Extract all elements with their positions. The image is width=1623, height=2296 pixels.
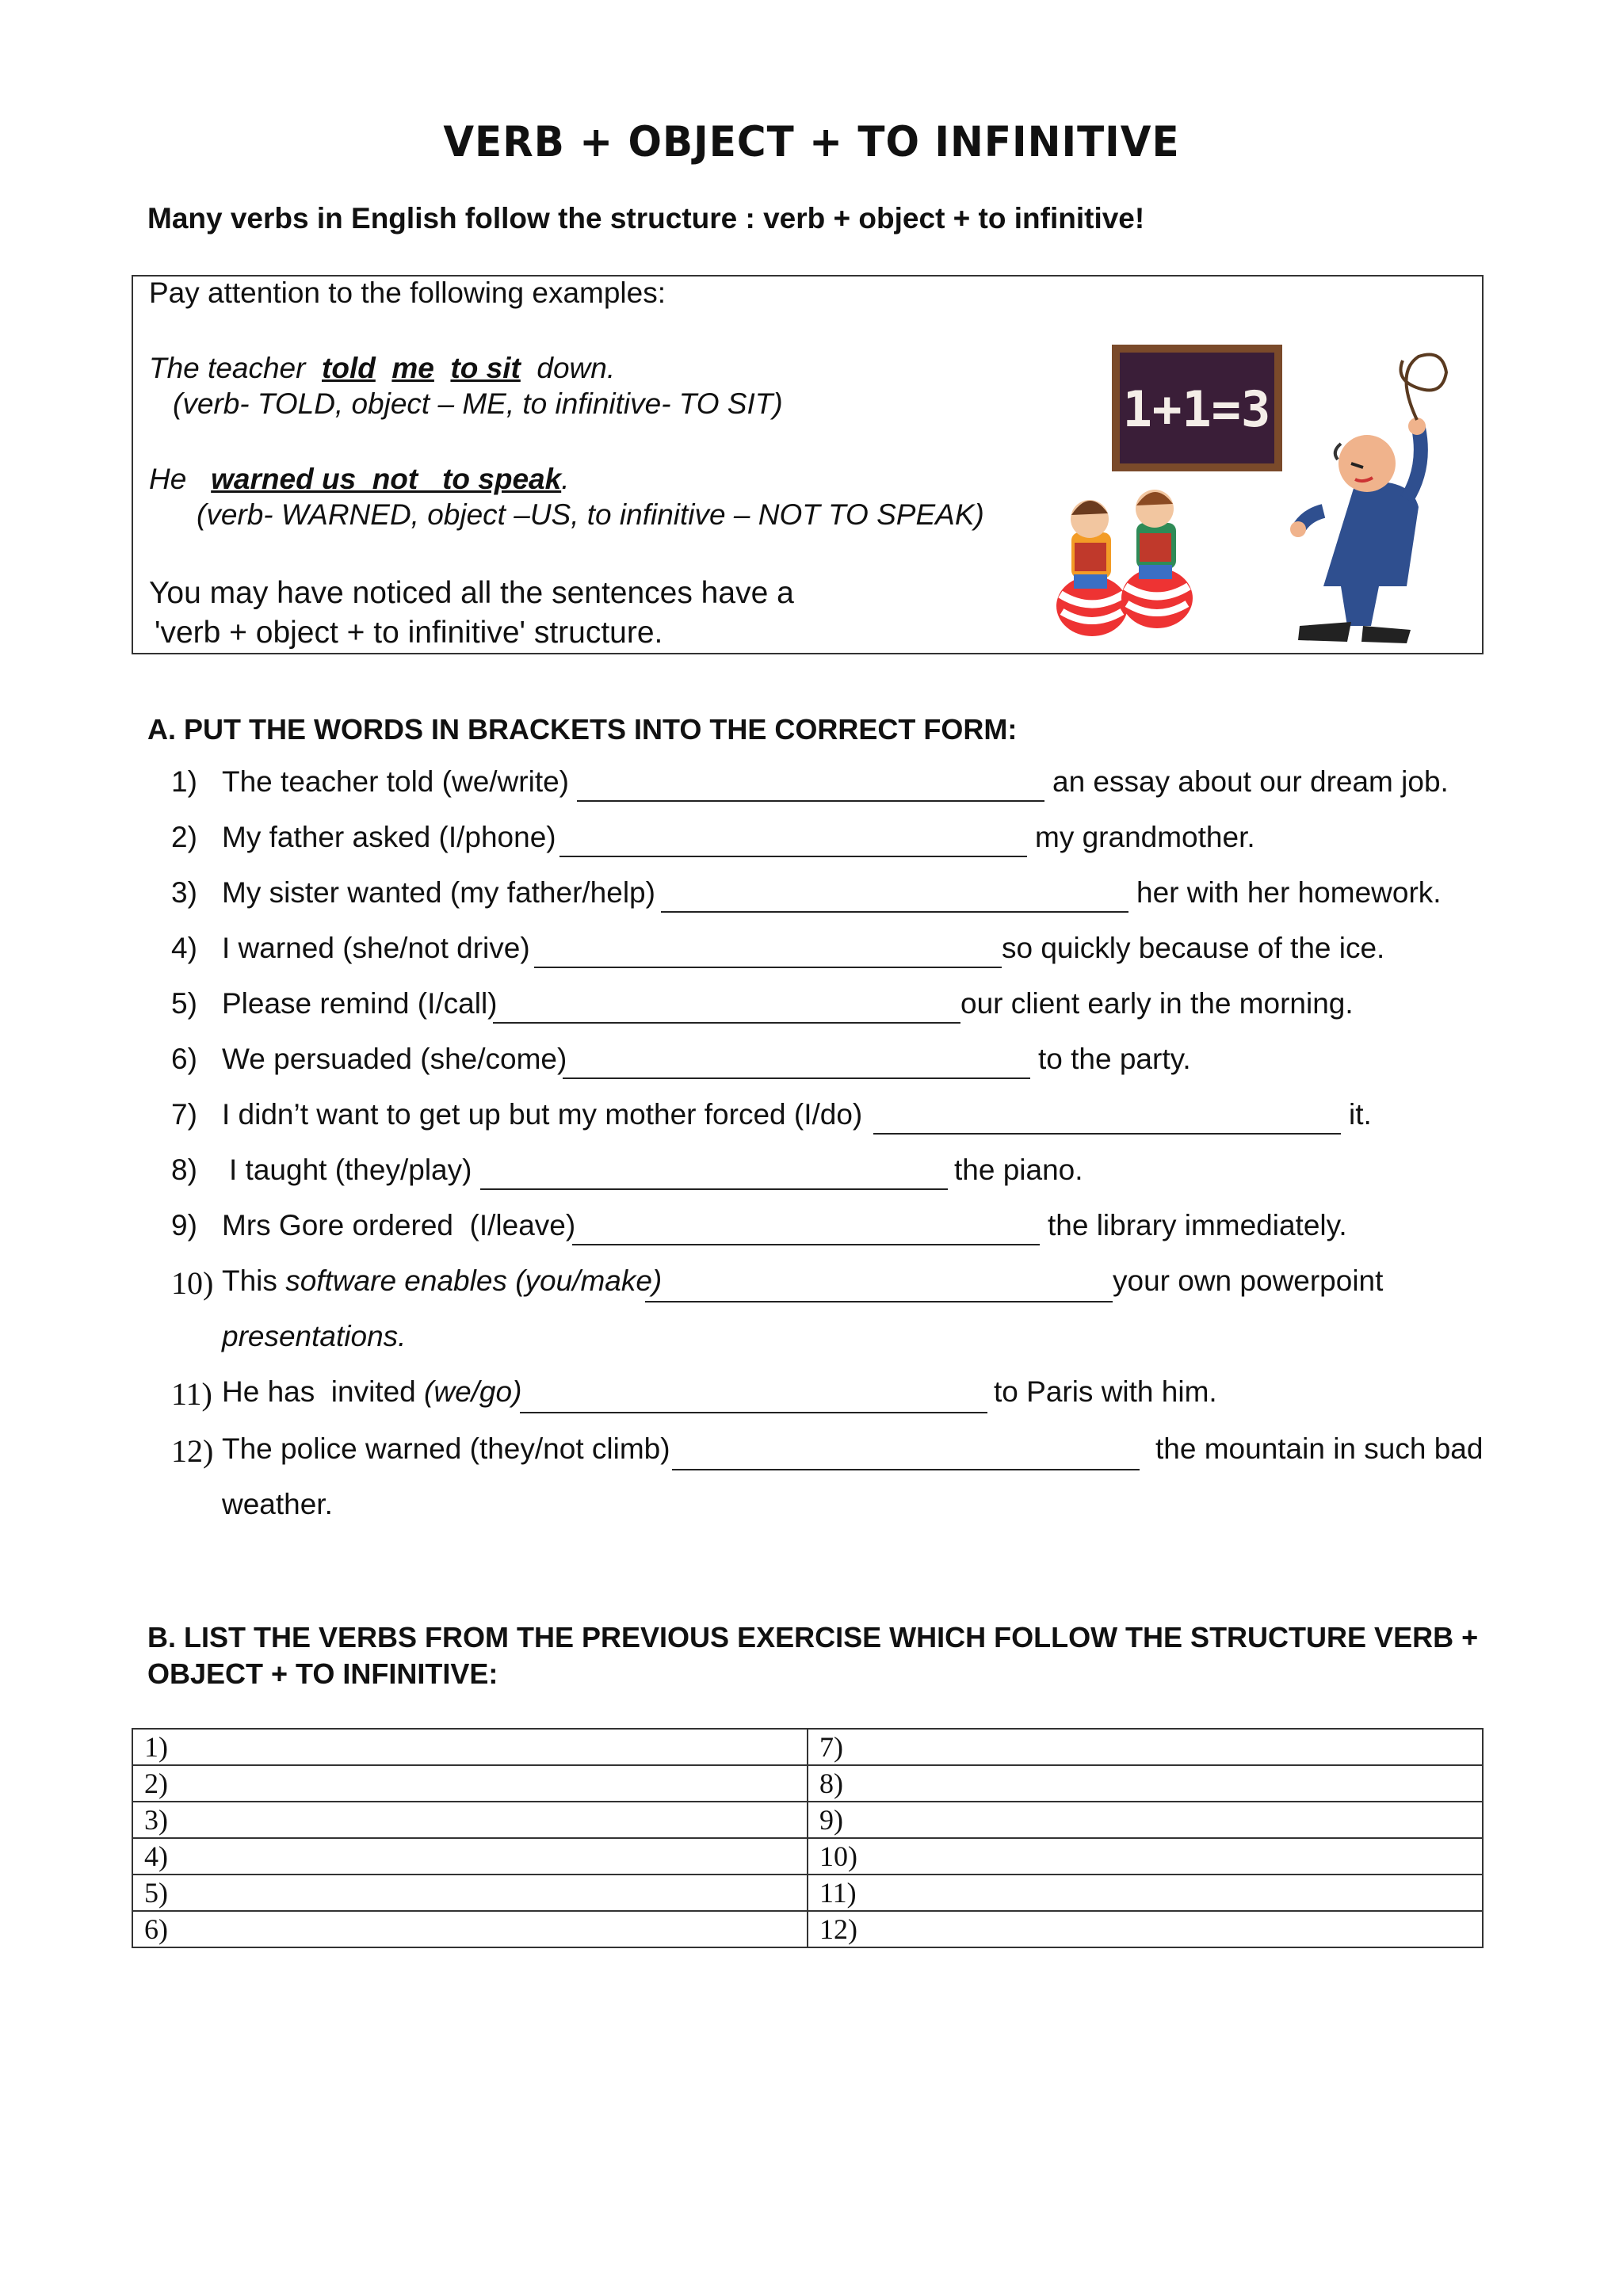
item-continuation: to the party. (1038, 1043, 1191, 1075)
answer-blank[interactable] (534, 967, 1002, 968)
item-prompt: I taught (they/play) (229, 1154, 472, 1186)
student-right-icon (1121, 490, 1193, 628)
exercise-item-6 (0, 1043, 1623, 1090)
item-number: 5) (171, 987, 197, 1020)
exercise-item-3 (0, 876, 1623, 924)
exercise-item-8 (0, 1154, 1623, 1201)
exercise-item-10 (0, 1264, 1623, 1312)
table-row (132, 1765, 1483, 1802)
table-row (132, 1911, 1483, 1947)
examples-heading: Pay attention to the following examples: (149, 277, 666, 309)
answer-cell[interactable]: 10) (808, 1838, 1483, 1875)
exercise-item-2 (0, 821, 1623, 868)
item-prompt-italic: software enables (you/make) (285, 1264, 663, 1297)
answer-blank[interactable] (572, 1244, 1040, 1245)
item-continuation: the mountain in such bad (1155, 1432, 1484, 1465)
example-1-infinitive: to sit (450, 352, 521, 384)
answer-cell[interactable]: 3) (132, 1802, 808, 1838)
item-continuation: the library immediately. (1048, 1209, 1347, 1241)
answer-blank[interactable] (873, 1133, 1341, 1135)
item-prompt: I didn’t want to get up but my mother forced (I/do) (222, 1098, 863, 1131)
item-continuation: an essay about our dream job. (1052, 765, 1449, 798)
item-prompt: I warned (she/not drive) (222, 932, 530, 964)
item-continuation: it. (1349, 1098, 1372, 1131)
item-number: 11) (171, 1376, 212, 1412)
answer-blank[interactable] (559, 856, 1027, 857)
item-prompt: Please remind (I/call) (222, 987, 498, 1020)
answer-cell[interactable]: 1) (132, 1729, 808, 1765)
item-number: 8) (171, 1154, 197, 1186)
answer-cell[interactable]: 5) (132, 1875, 808, 1911)
item-prompt: Mrs Gore ordered (I/leave) (222, 1209, 576, 1241)
item-prompt: The police warned (they/not climb) (222, 1432, 670, 1465)
example-1-object: me (391, 352, 434, 384)
item-prompt-plain: This (222, 1264, 286, 1297)
answer-cell[interactable]: 8) (808, 1765, 1483, 1802)
item-continuation: the piano. (954, 1154, 1083, 1186)
example-1-prefix: The teacher (149, 352, 306, 384)
item-continuation: our client early in the morning. (960, 987, 1354, 1020)
section-a-heading: A. PUT THE WORDS IN BRACKETS INTO THE CORRECT FORM: (147, 713, 1018, 746)
exercise-item-9 (0, 1209, 1623, 1257)
example-2-suffix: . (561, 463, 570, 495)
exercise-item-10-line-2 (0, 1320, 1623, 1367)
item-continuation: my grandmother. (1035, 821, 1255, 853)
intro-text: Many verbs in English follow the structure : verb + object + to infinitive! (147, 202, 1145, 235)
item-prompt-plain: He has invited (222, 1375, 425, 1408)
item-prompt: We persuaded (she/come) (222, 1043, 567, 1075)
example-2-note: (verb- WARNED, object –US, to infinitive – NOT TO SPEAK) (197, 498, 984, 531)
table-row (132, 1802, 1483, 1838)
answer-blank[interactable] (493, 1022, 960, 1024)
answer-blank[interactable] (661, 911, 1128, 913)
item-number: 9) (171, 1209, 197, 1241)
teacher-icon (1290, 355, 1446, 644)
answer-cell[interactable]: 4) (132, 1838, 808, 1875)
table-row (132, 1729, 1483, 1765)
example-1-note: (verb- TOLD, object – ME, to infinitive- TO SIT) (173, 387, 783, 420)
item-continuation: to Paris with him. (994, 1375, 1217, 1408)
exercise-item-12 (0, 1432, 1623, 1480)
item-prompt: My sister wanted (my father/help) (222, 876, 655, 909)
chalkboard-text: 1+1=3 (1122, 380, 1271, 438)
section-b-heading: B. LIST THE VERBS FROM THE PREVIOUS EXERCISE WHICH FOLLOW THE STRUCTURE VERB + OBJECT + TO INFINITIVE: (147, 1621, 1479, 1690)
answer-cell[interactable]: 11) (808, 1875, 1483, 1911)
exercise-item-12-line-2 (0, 1488, 1623, 1535)
exercise-item-4 (0, 932, 1623, 979)
answer-blank[interactable] (563, 1077, 1030, 1079)
exercise-item-5 (0, 987, 1623, 1035)
item-continuation-line: weather. (222, 1488, 333, 1520)
item-number: 6) (171, 1043, 197, 1075)
answer-table (132, 1728, 1484, 1948)
item-continuation: her with her homework. (1136, 876, 1442, 909)
item-prompt: The teacher told (we/write) (222, 765, 570, 798)
item-number: 2) (171, 821, 197, 853)
answer-blank[interactable] (577, 800, 1044, 802)
student-left-icon (1056, 500, 1128, 636)
item-number: 10) (171, 1265, 214, 1301)
answer-cell[interactable]: 6) (132, 1911, 808, 1947)
notice-line-1: You may have noticed all the sentences have a (149, 576, 794, 610)
example-1-verb: told (322, 352, 376, 384)
example-2-underlined: warned us not to speak (211, 463, 562, 495)
item-prompt-italic: (we/go) (424, 1375, 522, 1408)
answer-blank[interactable] (480, 1188, 948, 1190)
example-2-prefix: He (149, 463, 187, 495)
table-row (132, 1838, 1483, 1875)
answer-blank[interactable] (672, 1469, 1140, 1470)
item-number: 3) (171, 876, 197, 909)
exercise-item-1 (0, 765, 1623, 813)
exercise-item-7 (0, 1098, 1623, 1146)
table-row (132, 1875, 1483, 1911)
teacher-classroom-illustration (1046, 325, 1458, 650)
example-1 (149, 352, 615, 385)
item-number: 1) (171, 765, 197, 798)
answer-blank[interactable] (645, 1301, 1113, 1302)
exercise-item-11 (0, 1375, 1623, 1423)
answer-cell[interactable]: 9) (808, 1802, 1483, 1838)
item-number: 12) (171, 1433, 214, 1469)
page-title: VERB + OBJECT + TO INFINITIVE (443, 117, 1180, 166)
item-number: 7) (171, 1098, 197, 1131)
answer-blank[interactable] (520, 1412, 987, 1413)
answer-cell[interactable]: 12) (808, 1911, 1483, 1947)
item-continuation-line: presentations. (222, 1320, 407, 1352)
item-continuation: so quickly because of the ice. (1002, 932, 1385, 964)
answer-cell[interactable]: 2) (132, 1765, 808, 1802)
item-number: 4) (171, 932, 197, 964)
answer-cell[interactable]: 7) (808, 1729, 1483, 1765)
item-prompt: My father asked (I/phone) (222, 821, 556, 853)
item-continuation: your own powerpoint (1113, 1264, 1384, 1297)
notice-line-2: 'verb + object + to infinitive' structure. (155, 616, 663, 650)
example-2 (149, 463, 569, 496)
example-1-suffix: down. (537, 352, 616, 384)
